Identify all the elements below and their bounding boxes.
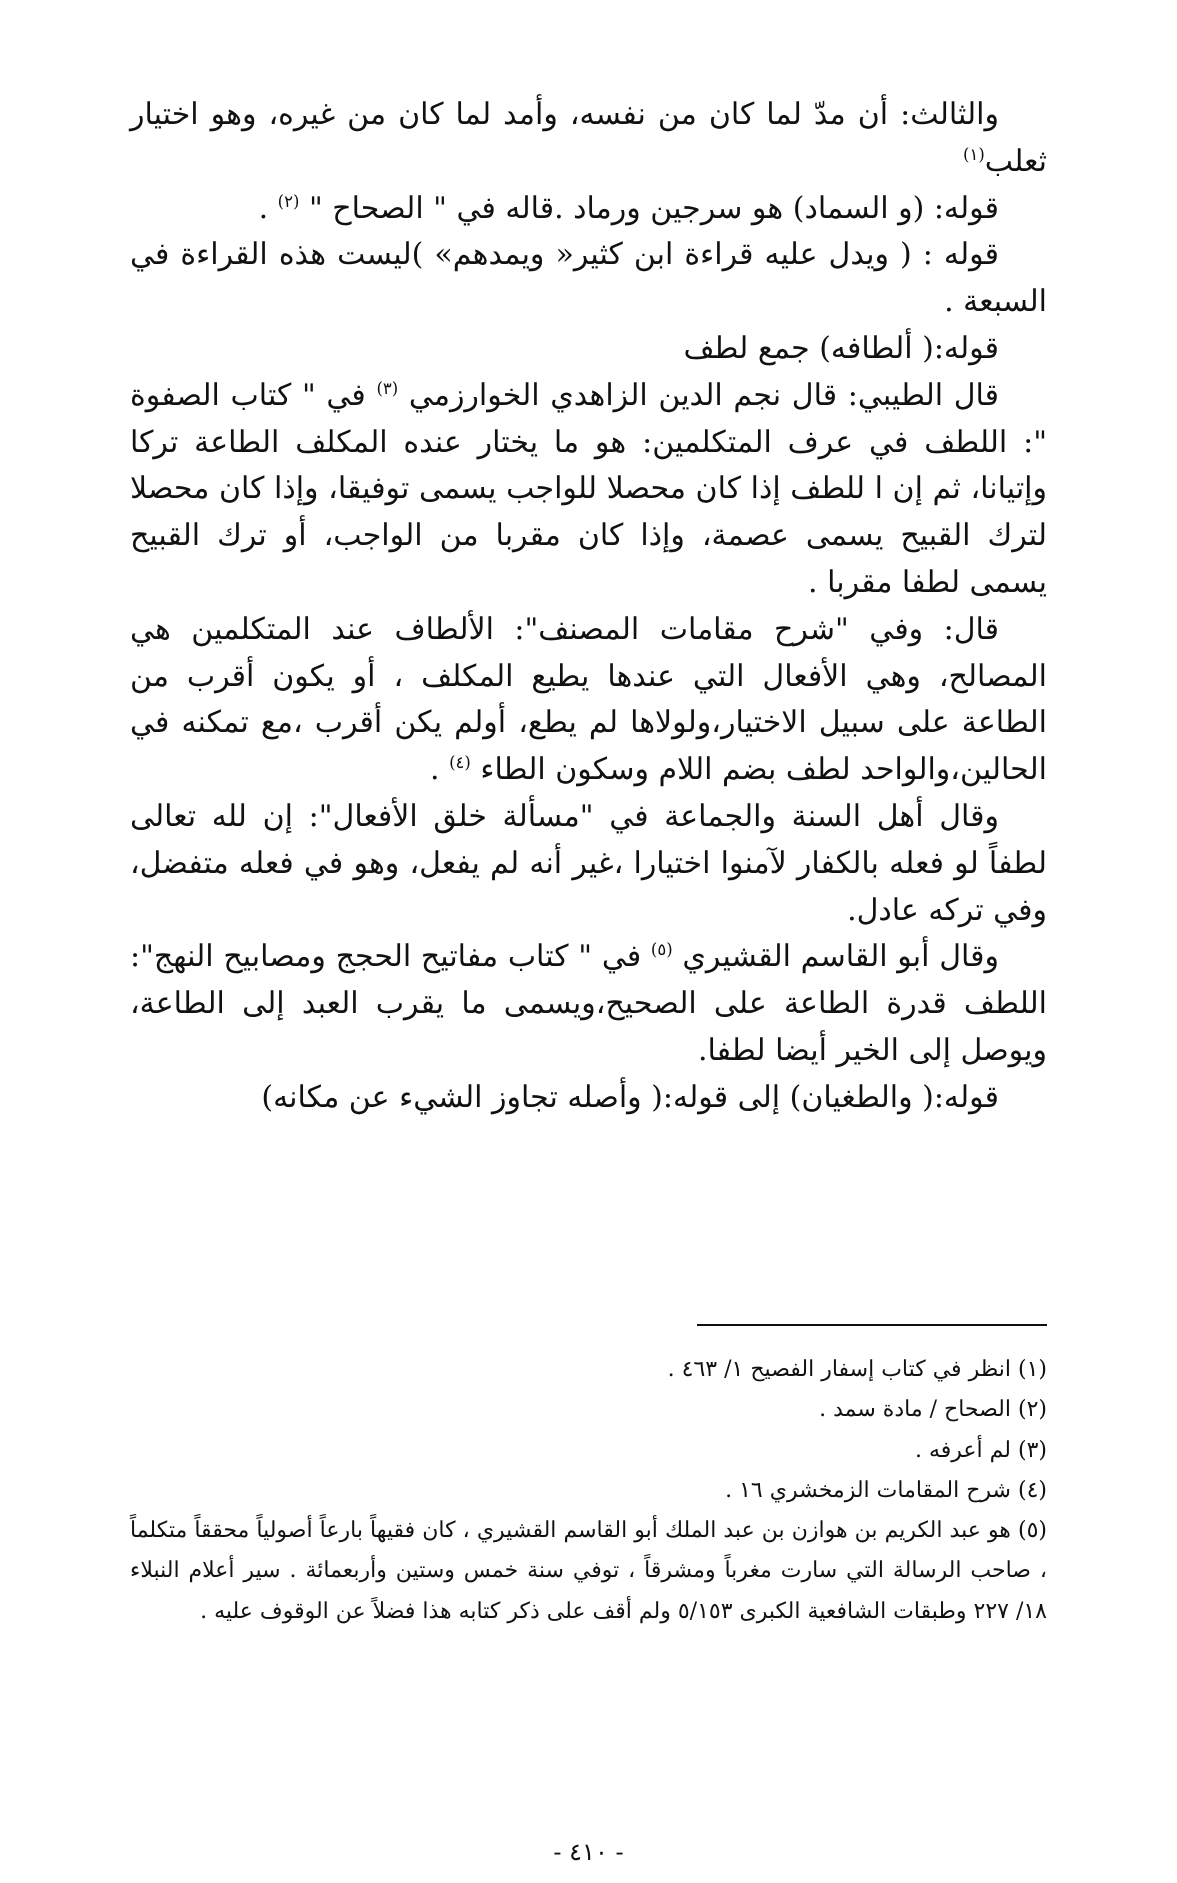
footnote-ref-4: (٤)	[449, 753, 471, 773]
paragraph-9: قوله:( والطغيان) إلى قوله:( وأصله تجاوز الشيء عن مكانه)	[261, 1079, 999, 1115]
footnote-ref-3: (٣)	[376, 378, 399, 398]
footnote-5: (٥) هو عبد الكريم بن هوازن بن عبد الملك أبو القاسم القشيري ، كان فقيهاً بارعاً أصولياً محققاً متكلماً ، صاحب الرسالة التي سارت مغرباً ومشرقاً ، توفي سنة خمس وستين وأربعمائة . سير أعلام النبلاء ١٨/ ٢٢٧ وطبقات الشافعية الكبرى ٥/١٥٣ ولم أقف على ذكر كتابه هذا فضلاً عن الوقوف عليه .	[130, 1518, 1047, 1624]
paragraph-6-text: قال: وفي "شرح مقامات المصنف": الألطاف عند المتكلمين هي المصالح، وهي الأفعال التي عندها يطيع المكلف ، أو يكون أقرب من الطاعة على سبيل الاختيار،ولولاها لم يطع، أولم يكن أقرب ،مع تمكنه في الحالين،والواحد لطف بضم اللام وسكون الطاء	[130, 611, 1047, 788]
footnote-separator	[697, 1324, 1047, 1326]
paragraph-5	[130, 373, 1047, 607]
paragraph-6	[130, 607, 1047, 794]
footnote-ref-1: (١)	[963, 144, 985, 164]
footnote-1: (١) انظر في كتاب إسفار الفصيح ١/ ٤٦٣ .	[667, 1357, 1047, 1382]
paragraph-1-text: والثالث: أن مدّ لما كان من نفسه، وأمد لما كان من غيره، وهو اختيار ثعلب	[130, 97, 1047, 179]
footnotes	[130, 1350, 1047, 1632]
paragraph-8-rest: في " كتاب مفاتيح الحجج ومصابيح النهج": اللطف قدرة الطاعة على الصحيح،ويسمى ما يقرب العبد إلى الطاعة، ويوصل إلى الخير أيضا لطفا.	[130, 939, 1047, 1068]
main-text	[130, 92, 1047, 1122]
paragraph-2	[130, 186, 1047, 233]
paragraph-5-rest: في " كتاب الصفوة ": اللطف في عرف المتكلمين: هو ما يختار عنده المكلف الطاعة تركا وإتيانا، ثم إن ا للطف إذا كان محصلا للواجب يسمى توفيقا، وإذا كان محصلا لترك القبيح يسمى عصمة، وإذا كان مقربا من الواجب، أو ترك القبيح يسمى لطفا مقربا .	[130, 377, 1047, 600]
paragraph-6-end: .	[430, 752, 450, 788]
paragraph-5-text: قال الطيبي: قال نجم الدين الزاهدي الخوارزمي	[408, 377, 999, 413]
paragraph-2-end: .	[258, 190, 278, 226]
paragraph-1	[130, 92, 1047, 186]
footnote-ref-5: (٥)	[650, 940, 673, 960]
footnote-4: (٤) شرح المقامات الزمخشري ١٦ .	[725, 1477, 1047, 1503]
paragraph-8	[130, 934, 1047, 1074]
paragraph-8-text: وقال أبو القاسم القشيري	[682, 939, 1000, 975]
footnote-ref-2: (٢)	[277, 191, 300, 211]
paragraph-4: قوله:( ألطافه) جمع لطف	[683, 330, 999, 366]
paragraph-7: وقال أهل السنة والجماعة في "مسألة خلق الأفعال": إن لله تعالى لطفاً لو فعله بالكفار لآمنوا اختيارا ،غير أنه لم يفعل، وهو في فعله متفضل، وفي تركه عادل.	[130, 798, 1047, 928]
footnote-3: (٣) لم أعرفه .	[914, 1437, 1047, 1463]
footnote-2: (٢) الصحاح / مادة سمد .	[819, 1397, 1047, 1423]
paragraph-3: قوله : ( ويدل عليه قراءة ابن كثير« ويمدهم» )ليست هذه القراءة في السبعة .	[130, 237, 1047, 320]
page-number: - ٤١٠ -	[553, 1838, 624, 1866]
paragraph-2-text: قوله: (و السماد) هو سرجين ورماد .قاله في " الصحاح "	[308, 190, 999, 226]
